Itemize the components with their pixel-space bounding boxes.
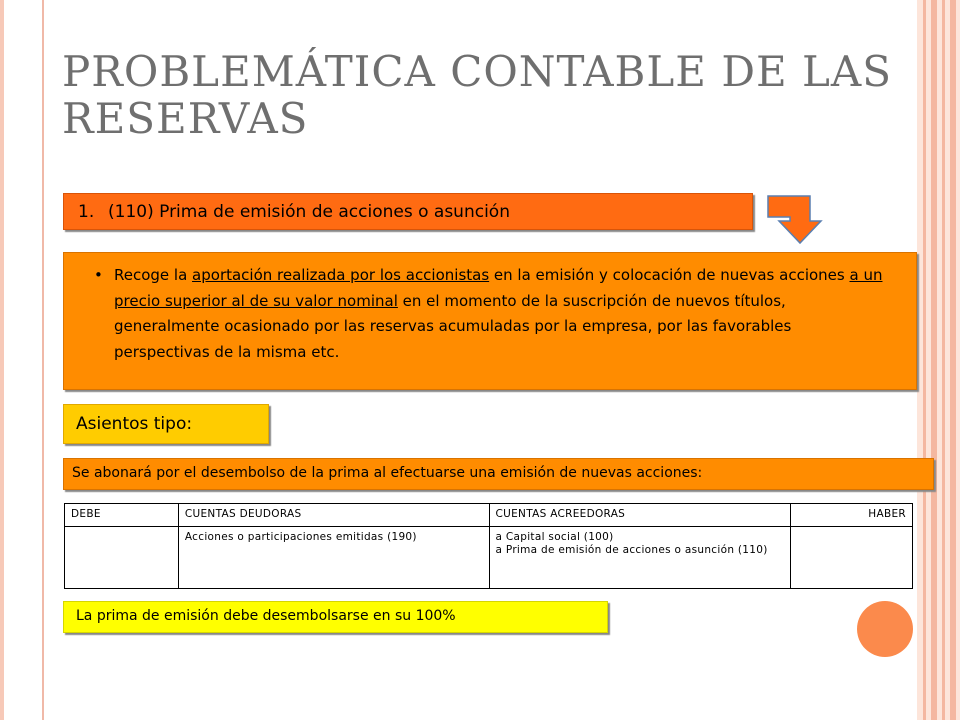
header-haber: HABER — [791, 504, 913, 527]
table-header-row — [65, 504, 913, 527]
description-box — [63, 252, 917, 390]
description-underline-1: aportación realizada por los accionistas — [192, 266, 490, 284]
asientos-label-box — [63, 404, 269, 444]
cell-haber — [791, 527, 913, 589]
asientos-label: Asientos tipo: — [76, 414, 193, 434]
header-cuentas-deudoras: CUENTAS DEUDORAS — [178, 504, 489, 527]
abono-text: Se abonará por el desembolso de la prima al efectuarse una emisión de nuevas acciones: — [72, 465, 703, 481]
abono-instruction-box — [63, 458, 934, 490]
page-title: PROBLEMÁTICA CONTABLE DE LAS RESERVAS — [62, 47, 892, 143]
description-text-2: en la emisión y colocación de nuevas acciones — [489, 266, 850, 284]
table-row — [65, 527, 913, 589]
header-debe: DEBE — [65, 504, 179, 527]
section-heading-text: (110) Prima de emisión de acciones o asunción — [108, 202, 510, 222]
bullet-icon: • — [94, 266, 103, 284]
cell-debe — [65, 527, 179, 589]
right-decorative-stripes — [917, 0, 960, 720]
decorative-circle — [857, 601, 913, 657]
description-underline-2: a un precio superior al de su valor nominal — [114, 266, 883, 310]
down-right-arrow-icon — [763, 193, 827, 245]
cell-cuentas-acreedoras — [489, 527, 791, 589]
note-box — [63, 601, 608, 633]
description-text-3: en el momento de la suscripción de nuevos títulos, generalmente ocasionado por las reservas acumuladas por la empresa, por las favorables perspectivas de la misma etc. — [114, 291, 792, 361]
section-number: 1. — [78, 202, 95, 222]
acreedora-line-1: a Capital social (100) — [495, 531, 614, 543]
description-text-1: Recoge la — [114, 266, 193, 284]
note-text: La prima de emisión debe desembolsarse en su 100% — [76, 608, 456, 624]
cell-cuentas-deudoras: Acciones o participaciones emitidas (190) — [178, 527, 489, 589]
acreedora-line-2: a Prima de emisión de acciones o asunción (110) — [495, 544, 768, 556]
section-heading-bar — [63, 193, 753, 230]
journal-entry-table — [64, 503, 913, 589]
header-cuentas-acreedoras: CUENTAS ACREEDORAS — [489, 504, 791, 527]
left-decorative-border — [0, 0, 44, 720]
